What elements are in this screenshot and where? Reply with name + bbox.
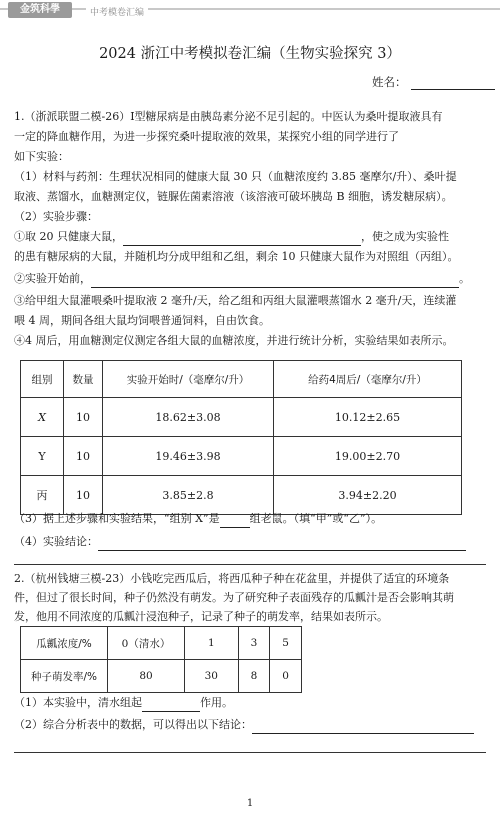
q1-step1-line2: 的患有糖尿病的大鼠，并随机均分成甲组和乙组，剩余 10 只健康大鼠作为对照组（丙组）。	[14, 250, 459, 263]
q1-results-table	[20, 360, 462, 515]
step2-answer-blank[interactable]	[91, 275, 459, 288]
q2-line3: 发，他用不同浓度的瓜瓤汁浸泡种子，记录了种子的萌发率，结果如表所示。	[14, 610, 388, 623]
cell-after: 19.00±2.70	[274, 437, 462, 476]
cell-after: 3.94±2.20	[274, 476, 462, 515]
q1-step1-line1	[14, 228, 449, 246]
q2-sub2-text: （2）综合分析表中的数据，可以得出以下结论：	[14, 718, 252, 731]
q1-materials-line1: （1）材料与药剂：生理状况相同的健康大鼠 30 只（血糖浓度约 3.85 毫摩尔/升）、桑叶提	[14, 170, 457, 183]
header-rule	[0, 8, 500, 10]
cell-label-concentration: 瓜瓤浓度/%	[21, 627, 108, 660]
step2-text-b: 。	[459, 272, 470, 285]
q2-sub1-text-b: 作用。	[200, 696, 233, 709]
q1-sub3	[14, 510, 382, 528]
cell-group: 丙	[21, 476, 64, 515]
step1-answer-blank[interactable]	[123, 233, 361, 246]
q1-materials-line2: 取液、蒸馏水，血糖测定仪，链脲佐菌素溶液（该溶液可破坏胰岛 B 细胞，诱发糖尿病）。	[14, 190, 453, 203]
cell-start: 19.46±3.98	[103, 437, 274, 476]
page-header	[0, 0, 500, 22]
cell-count: 10	[64, 476, 103, 515]
page-number: 1	[246, 798, 254, 809]
table-row	[21, 437, 462, 476]
table-row	[21, 660, 302, 693]
step2-text-a: ②实验开始前，	[14, 272, 91, 285]
sub4-answer-blank[interactable]	[98, 538, 466, 551]
q2-sub1-answer-blank[interactable]	[142, 699, 200, 712]
th-group: 组别	[21, 361, 64, 398]
cell-count: 10	[64, 398, 103, 437]
q1-intro-line2: 一定的降血糖作用，为进一步探究桑叶提取液的效果，某探究小组的同学进行了	[14, 130, 399, 143]
cell-after: 10.12±2.65	[274, 398, 462, 437]
q1-step4: ④4 周后，用血糖测定仪测定各组大鼠的血糖浓度，并进行统计分析，实验结果如表所示。	[14, 334, 454, 347]
table-header-row	[21, 361, 462, 398]
q1-steps-title: （2）实验步骤：	[14, 210, 98, 223]
cell-start: 18.62±3.08	[103, 398, 274, 437]
cell-value: 5	[270, 627, 302, 660]
sub3-answer-blank[interactable]	[220, 515, 250, 528]
q1-intro-line1: 1.（浙派联盟二模-26）Ⅰ型糖尿病是由胰岛素分泌不足引起的。中医认为桑叶提取液具有	[14, 110, 443, 123]
step1-text-a: ①取 20 只健康大鼠，	[14, 230, 123, 243]
cell-group: Y	[21, 437, 64, 476]
cell-label-germination: 种子萌发率/%	[21, 660, 108, 693]
table-row	[21, 398, 462, 437]
name-blank[interactable]	[411, 77, 495, 90]
cell-value: 30	[185, 660, 239, 693]
q1-intro-line3: 如下实验：	[14, 150, 69, 163]
cell-value: 3	[238, 627, 270, 660]
sub3-text-b: 组老鼠。（填“甲”或“乙”）。	[249, 512, 383, 525]
name-field	[372, 74, 495, 90]
cell-value: 8	[238, 660, 270, 693]
th-after: 给药4周后/（毫摩尔/升）	[274, 361, 462, 398]
cell-value: 0（清水）	[108, 627, 185, 660]
q1-step3-line2: 喂 4 周，期间各组大鼠均饲喂普通饲料，自由饮食。	[14, 314, 270, 327]
sub4-text: （4）实验结论：	[14, 535, 98, 548]
name-label: 姓名：	[372, 75, 407, 89]
th-start: 实验开始时/（毫摩尔/升）	[103, 361, 274, 398]
answer-line[interactable]	[14, 752, 486, 753]
q2-sub2	[14, 716, 474, 734]
cell-group: X	[21, 398, 64, 437]
table-row	[21, 627, 302, 660]
q1-step2	[14, 270, 470, 288]
q2-line2: 件，但过了很长时间，种子仍然没有萌发。为了研究种子表面残存的瓜瓤汁是否会影响其萌	[14, 591, 454, 604]
cell-value: 80	[108, 660, 185, 693]
th-count: 数量	[64, 361, 103, 398]
sub3-text-a: （3）据上述步骤和实验结果，“组别 X”是	[14, 512, 220, 525]
step1-text-b: ，使之成为实验性	[361, 230, 449, 243]
q2-sub2-answer-blank[interactable]	[252, 721, 474, 734]
cell-value: 1	[185, 627, 239, 660]
answer-line[interactable]	[14, 564, 486, 565]
q2-data-table	[20, 626, 302, 693]
q1-sub4	[14, 533, 466, 551]
page-title: 2024 浙江中考模拟卷汇编（生物实验探究 3）	[99, 46, 401, 62]
header-subtitle: 中考模卷汇编	[86, 5, 148, 18]
cell-value: 0	[270, 660, 302, 693]
header-badge: 金筑科學	[8, 2, 72, 18]
cell-count: 10	[64, 437, 103, 476]
q2-sub1-text-a: （1）本实验中，清水组起	[14, 696, 142, 709]
q2-line1: 2.（杭州钱塘三模-23）小钱吃完西瓜后，将西瓜种子种在花盆里，并提供了适宜的环境条	[14, 572, 450, 585]
q2-sub1	[14, 694, 233, 712]
cell-start: 3.85±2.8	[103, 476, 274, 515]
table-row	[21, 476, 462, 515]
q1-step3-line1: ③给甲组大鼠灌喂桑叶提取液 2 毫升/天，给乙组和丙组大鼠灌喂蒸馏水 2 毫升/天，连续灌	[14, 294, 457, 307]
